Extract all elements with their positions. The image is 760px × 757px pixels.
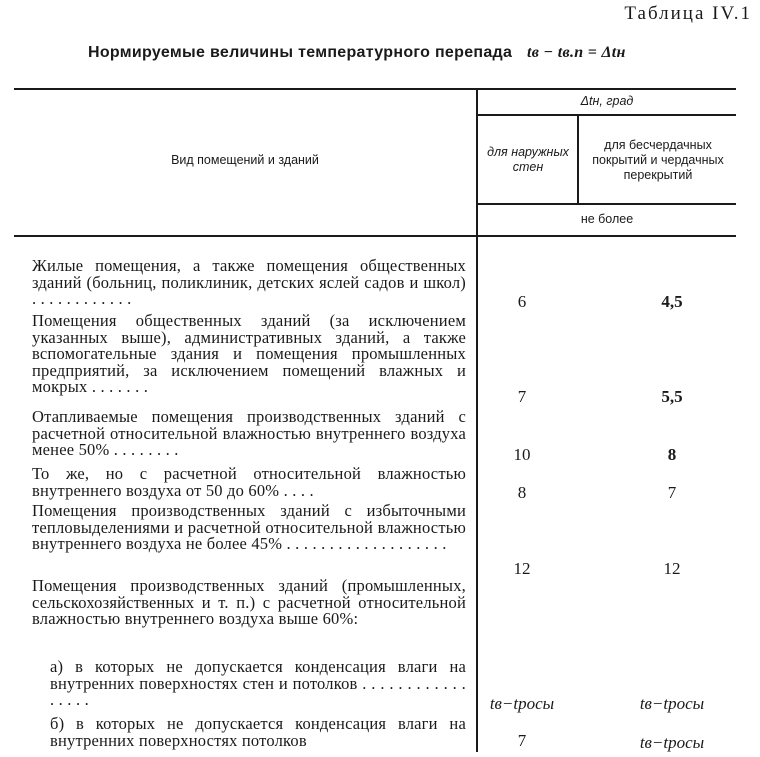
row-walls-value: tв−tросы <box>489 694 555 713</box>
header-kind-of-rooms: Вид помещений и зданий <box>171 153 319 167</box>
row-desc: Отапливаемые помещения производственных зданий с расчетной относительной влажностью внутреннего воздуха менее 50% . . . . . . . . <box>32 407 466 460</box>
row-desc: Помещения производственных зданий с избыточными тепловыделениями и расчетной относительной влажностью внутреннего воздуха не более 45% . . . . . . . . . . . . . . . . . . . <box>32 501 466 554</box>
row-roofs-value: tв−tросы <box>639 694 705 713</box>
row-desc: Помещения общественных зданий (за исключением указанных выше), административных зданий, а также вспомогательные здания и помещения промышленных предприятий, за исключением помещений влажных и мокрых . . . . . . . <box>32 311 466 397</box>
row-roofs-value: 8 <box>667 445 677 464</box>
row-desc: Помещения производственных зданий (промышленных, сельскохозяйственных и т. п.) с расчетной относительной влажностью внутреннего воздуха выше 60%: <box>32 576 466 629</box>
row-desc: б) в которых не допускается конденсация влаги на внутренних поверхностях потолков <box>50 714 466 750</box>
row-walls-value: 7 <box>517 387 527 406</box>
row-desc: Жилые помещения, а также помещения общественных зданий (больниц, поликлиник, детских яслей садов и школ) . . . . . . . . . . . . <box>32 256 466 309</box>
column-divider-main <box>476 88 478 752</box>
table-caption <box>88 44 728 62</box>
row-roofs-value: tв−tросы <box>639 733 705 752</box>
caption-formula: tв − tв.п = Δtн <box>526 44 626 61</box>
row-desc: а) в которых не допускается конденсация влаги на внутренних поверхностях стен и потолков . . . . . . . . . . . . . . . . . <box>50 657 466 710</box>
row-walls-value: 12 <box>513 559 531 578</box>
row-desc: То же, но с расчетной относительной влажностью внутреннего воздуха от 50 до 60% . . . . <box>32 464 466 500</box>
header-group-label: Δtн, град <box>580 94 634 108</box>
table-label: Таблица IV.1 <box>624 3 752 24</box>
row-walls-value: 7 <box>517 731 527 750</box>
header-roofs: для бесчердачных покрытий и чердачных перекрытий <box>592 138 724 182</box>
table-top-rule <box>14 88 736 90</box>
header-external-walls: для наружных стен <box>487 145 569 174</box>
caption-text: Нормируемые величины температурного перепада <box>88 44 513 61</box>
row-roofs-value: 12 <box>663 559 681 578</box>
row-roofs-value: 4,5 <box>661 292 683 311</box>
row-roofs-value: 5,5 <box>661 387 683 406</box>
row-walls-value: 10 <box>513 445 531 464</box>
header-subrule <box>478 114 736 116</box>
row-walls-value: 8 <box>517 483 527 502</box>
header-note: не более <box>580 212 634 226</box>
row-roofs-value: 7 <box>667 483 677 502</box>
column-divider-walls <box>577 114 579 203</box>
row-walls-value: 6 <box>517 292 527 311</box>
header-bottom-rule <box>14 235 736 237</box>
header-note-rule <box>478 203 736 205</box>
